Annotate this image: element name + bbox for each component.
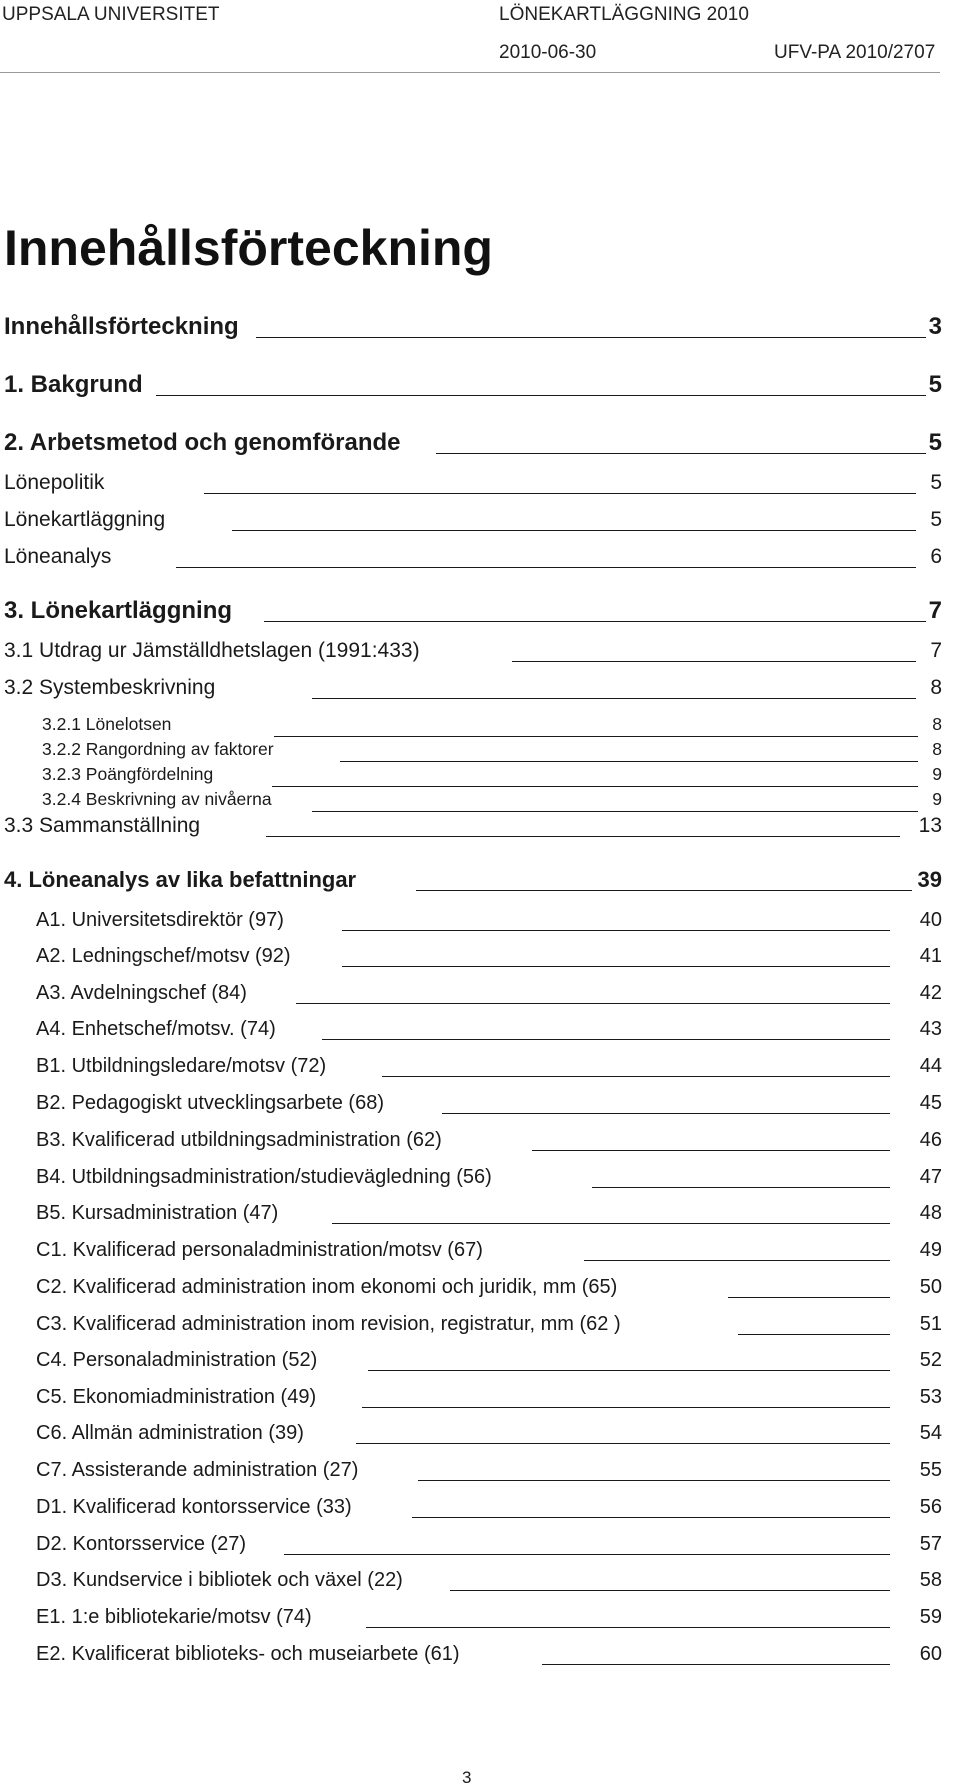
toc-entry-label: 3.3 Sammanställning [4, 811, 200, 841]
toc-leader-line [542, 1664, 890, 1665]
toc-entry-page: 56 [920, 1492, 942, 1522]
toc-entry-page: 47 [920, 1162, 942, 1192]
toc-entry-label: 3.2.3 Poängfördelning [42, 761, 213, 787]
toc-entry[interactable] [36, 1014, 942, 1044]
toc-leader-line [584, 1260, 890, 1261]
toc-leader-line [512, 661, 916, 662]
header-divider [0, 72, 940, 73]
toc-entry-page: 48 [920, 1198, 942, 1228]
toc-entry-label: A3. Avdelningschef (84) [36, 978, 247, 1008]
toc-entry[interactable] [36, 1125, 942, 1155]
toc-entry-label: Lönekartläggning [4, 505, 165, 535]
toc-entry-label: 4. Löneanalys av lika befattningar [4, 865, 356, 895]
toc-entry-label: A4. Enhetschef/motsv. (74) [36, 1014, 276, 1044]
toc-leader-line [312, 698, 916, 699]
header-date: 2010-06-30 [499, 42, 597, 63]
toc-entry[interactable] [4, 428, 942, 458]
header-document-title: LÖNEKARTLÄGGNING 2010 [499, 4, 749, 25]
toc-leader-line [356, 1443, 890, 1444]
toc-entry-label: 3.2 Systembeskrivning [4, 673, 215, 703]
toc-entry[interactable] [36, 1382, 942, 1412]
toc-entry-label: C4. Personaladministration (52) [36, 1345, 317, 1375]
toc-entry-label: 3.1 Utdrag ur Jämställdhetslagen (1991:433) [4, 636, 420, 666]
toc-entry-label: 3.2.2 Rangordning av faktorer [42, 736, 274, 762]
toc-entry-page: 59 [920, 1602, 942, 1632]
toc-leader-line [366, 1627, 890, 1628]
toc-entry-label: 2. Arbetsmetod och genomförande [4, 429, 401, 456]
toc-entry-page: 9 [932, 786, 942, 812]
toc-leader-line [284, 1554, 890, 1555]
toc-entry-page: 5 [930, 505, 942, 535]
toc-entry-page: 43 [920, 1014, 942, 1044]
toc-leader-line [296, 1003, 890, 1004]
toc-leader-line [256, 337, 926, 338]
toc-entry-label: D1. Kvalificerad kontorsservice (33) [36, 1492, 352, 1522]
toc-entry-page: 55 [920, 1455, 942, 1485]
toc-leader-line [342, 966, 890, 967]
toc-entry-label: C6. Allmän administration (39) [36, 1418, 304, 1448]
toc-entry-label: A1. Universitetsdirektör (97) [36, 905, 284, 935]
toc-entry[interactable] [4, 673, 942, 703]
toc-entry-label: Innehållsförteckning [4, 313, 239, 340]
toc-entry-page: 40 [920, 905, 942, 935]
toc-entry-page: 7 [928, 597, 942, 624]
toc-entry[interactable] [36, 1455, 942, 1485]
header-organization: UPPSALA UNIVERSITET [2, 4, 220, 25]
page-header [0, 0, 960, 70]
toc-entry[interactable] [36, 1051, 942, 1081]
toc-entry-page: 5 [928, 429, 942, 456]
toc-entry-label: B1. Utbildningsledare/motsv (72) [36, 1051, 326, 1081]
toc-entry-page: 45 [920, 1088, 942, 1118]
toc-entry-page: 5 [928, 371, 942, 398]
toc-leader-line [368, 1370, 890, 1371]
toc-leader-line [156, 395, 926, 396]
toc-entry[interactable] [36, 1602, 942, 1632]
toc-entry-label: C3. Kvalificerad administration inom revision, registratur, mm (62 ) [36, 1309, 621, 1339]
toc-entry-label: A2. Ledningschef/motsv (92) [36, 941, 291, 971]
toc-leader-line [436, 453, 926, 454]
toc-entry[interactable] [36, 1309, 942, 1339]
toc-entry-page: 39 [918, 865, 942, 895]
toc-leader-line [418, 1480, 890, 1481]
toc-entry-label: E2. Kvalificerat biblioteks- och museiarbete (61) [36, 1639, 460, 1669]
toc-leader-line [362, 1407, 890, 1408]
toc-entry[interactable] [36, 1235, 942, 1265]
toc-leader-line [264, 621, 926, 622]
toc-entry-page: 57 [920, 1529, 942, 1559]
toc-entry[interactable] [4, 312, 942, 342]
toc-entry[interactable] [4, 468, 942, 498]
toc-entry-label: C2. Kvalificerad administration inom ekonomi och juridik, mm (65) [36, 1272, 617, 1302]
toc-entry-label: 1. Bakgrund [4, 371, 143, 398]
toc-leader-line [738, 1334, 890, 1335]
toc-entry-page: 9 [932, 761, 942, 787]
toc-leader-line [204, 493, 916, 494]
toc-entry-page: 8 [932, 736, 942, 762]
toc-entry-label: C5. Ekonomiadministration (49) [36, 1382, 316, 1412]
page-number: 3 [462, 1768, 472, 1787]
toc-entry[interactable] [4, 542, 942, 572]
toc-entry[interactable] [36, 1272, 942, 1302]
toc-leader-line [442, 1113, 890, 1114]
toc-entry-page: 58 [920, 1565, 942, 1595]
toc-entry[interactable] [36, 1529, 942, 1559]
toc-leader-line [592, 1187, 890, 1188]
toc-leader-line [322, 1039, 890, 1040]
header-reference: UFV-PA 2010/2707 [774, 42, 936, 63]
toc-leader-line [450, 1590, 890, 1591]
toc-entry-page: 8 [932, 711, 942, 737]
toc-entry-label: 3. Lönekartläggning [4, 597, 233, 624]
toc-entry-page: 44 [920, 1051, 942, 1081]
toc-entry[interactable] [36, 978, 942, 1008]
toc-entry-page: 54 [920, 1418, 942, 1448]
toc-entry-label: C7. Assisterande administration (27) [36, 1455, 358, 1485]
toc-entry-page: 7 [930, 636, 942, 666]
toc-entry[interactable] [36, 1198, 942, 1228]
toc-entry[interactable] [36, 941, 942, 971]
toc-entry-label: Löneanalys [4, 542, 111, 572]
toc-entry-label: 3.2.1 Lönelotsen [42, 711, 171, 737]
toc-entry-page: 50 [920, 1272, 942, 1302]
page-title: Innehållsförteckning [4, 220, 493, 276]
toc-leader-line [728, 1297, 890, 1298]
toc-entry-page: 53 [920, 1382, 942, 1412]
toc-entry-label: B2. Pedagogiskt utvecklingsarbete (68) [36, 1088, 384, 1118]
toc-entry-label: 3.2.4 Beskrivning av nivåerna [42, 786, 272, 812]
toc-entry-label: B5. Kursadministration (47) [36, 1198, 278, 1228]
toc-entry[interactable] [36, 1345, 942, 1375]
toc-entry[interactable] [4, 596, 942, 626]
toc-entry-page: 51 [920, 1309, 942, 1339]
toc-entry-page: 42 [920, 978, 942, 1008]
toc-entry-page: 13 [919, 811, 942, 841]
toc-entry[interactable] [4, 370, 942, 400]
toc-entry-page: 46 [920, 1125, 942, 1155]
toc-entry[interactable] [36, 1492, 942, 1522]
toc-entry[interactable] [36, 1565, 942, 1595]
toc-leader-line [176, 567, 916, 568]
toc-entry-page: 52 [920, 1345, 942, 1375]
toc-leader-line [416, 890, 912, 891]
toc-entry-label: C1. Kvalificerad personaladministration/motsv (67) [36, 1235, 483, 1265]
toc-entry-label: B3. Kvalificerad utbildningsadministration (62) [36, 1125, 442, 1155]
toc-entry-page: 49 [920, 1235, 942, 1265]
toc-entry[interactable] [36, 1162, 942, 1192]
toc-entry[interactable] [4, 811, 942, 841]
toc-entry-label: E1. 1:e bibliotekarie/motsv (74) [36, 1602, 312, 1632]
toc-leader-line [266, 836, 900, 837]
toc-entry[interactable] [4, 636, 942, 666]
toc-leader-line [342, 930, 890, 931]
toc-leader-line [232, 530, 916, 531]
toc-entry-label: Lönepolitik [4, 468, 104, 498]
toc-entry[interactable] [36, 1639, 942, 1669]
toc-entry[interactable] [36, 905, 942, 935]
toc-entry-label: D2. Kontorsservice (27) [36, 1529, 246, 1559]
toc-entry-label: B4. Utbildningsadministration/studievägledning (56) [36, 1162, 492, 1192]
toc-leader-line [532, 1150, 890, 1151]
toc-entry-page: 8 [930, 673, 942, 703]
toc-entry-page: 5 [930, 468, 942, 498]
toc-entry-label: D3. Kundservice i bibliotek och växel (22) [36, 1565, 403, 1595]
toc-entry[interactable] [36, 1088, 942, 1118]
toc-leader-line [332, 1223, 890, 1224]
toc-leader-line [412, 1517, 890, 1518]
toc-entry-page: 3 [928, 313, 942, 340]
toc-entry-page: 60 [920, 1639, 942, 1669]
toc-entry-page: 6 [930, 542, 942, 572]
toc-entry[interactable] [4, 865, 942, 895]
toc-entry[interactable] [4, 505, 942, 535]
toc-entry[interactable] [36, 1418, 942, 1448]
toc-leader-line [382, 1076, 890, 1077]
toc-entry-page: 41 [920, 941, 942, 971]
